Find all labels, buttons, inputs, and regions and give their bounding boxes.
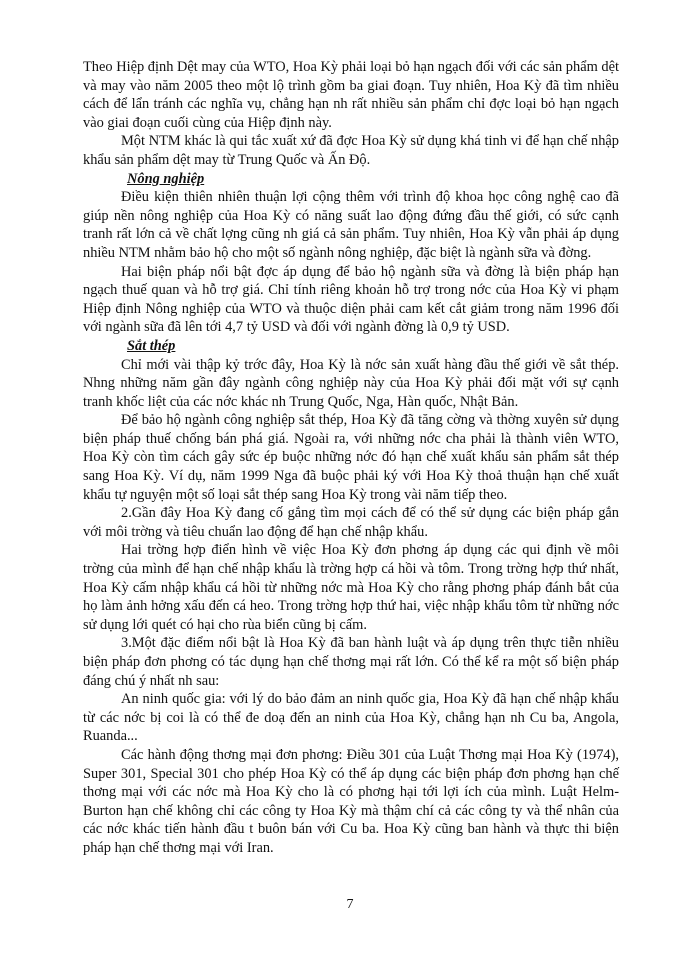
- paragraph-salmon-shrimp: Hai trờng hợp điển hình về việc Hoa Kỳ đơn phơng áp dụng các qui định về môi trờng của mình để hạn chế nhập khẩu là trờng hợp cá hồi và tôm. Trong trờng hợp thứ nhất, Hoa Kỳ cấm nhập khẩu cá hồi từ những nớc mà Hoa Kỳ cho rằng phơng pháp đánh bắt của họ làm ảnh hởng xấu đến cá heo. Trong trờng hợp thứ hai, việc nhập khẩu tôm từ những nớc sử dụng lới quét có hại cho rùa biển cũng bị cấm.: [83, 542, 619, 633]
- section-heading-steel: Sắt thép: [127, 337, 176, 354]
- paragraph-unilateral-trade-actions: Các hành động thơng mại đơn phơng: Điều 301 của Luật Thơng mại Hoa Kỳ (1974), Super 301, Special 301 cho phép Hoa Kỳ có thể áp dụng các biện pháp đơn phơng hạn chế thơng mại với các nớc mà Hoa Kỳ cho là có phơng hại tới lợi ích của mình. Luật Helm-Burton hạn chế không chỉ các công ty Hoa Kỳ mà thậm chí cả các công ty và thể nhân của các nớc khác tiến hành đầu t buôn bán với Cu ba. Hoa Kỳ cũng ban hành và thực thi biện pháp hạn chế thơng mại với Iran.: [83, 746, 619, 856]
- paragraph-steel-history: Chỉ mới vài thập kỷ trớc đây, Hoa Kỳ là nớc sản xuất hàng đầu thế giới về sắt thép. Nhng những năm gần đây ngành công nghiệp này của Hoa Kỳ phải đối mặt với sự cạnh tranh khốc liệt của các nớc khác nh Trung Quốc, Nga, Hàn quốc, Nhật Bản.: [83, 356, 619, 410]
- document-body: [83, 58, 619, 858]
- paragraph-steel-protection: Để bảo hộ ngành công nghiệp sắt thép, Hoa Kỳ đã tăng cờng và thờng xuyên sử dụng biện pháp thuế chống bán phá giá. Ngoài ra, với những nớc cha phải là thành viên WTO, Hoa Kỳ còn tìm cách gây sức ép buộc những nớc đó hạn chế xuất khẩu sản phẩm sắt thép sang Hoa Kỳ. Ví dụ, năm 1999 Nga đã buộc phải ký với Hoa Kỳ thoả thuận hạn chế xuất khẩu tự nguyện một số loại sắt thép sang Hoa Kỳ trong vài năm tiếp theo.: [83, 412, 619, 503]
- paragraph-environment-labor: 2.Gần đây Hoa Kỳ đang cố gắng tìm mọi cách để có thể sử dụng các biện pháp gắn với môi trờng và tiêu chuẩn lao động để hạn chế nhập khẩu.: [83, 505, 619, 540]
- paragraph-agriculture-conditions: Điều kiện thiên nhiên thuận lợi cộng thêm với trình độ khoa học công nghệ cao đã giúp nền nông nghiệp của Hoa Kỳ có năng suất lao động đứng đầu thế giới, có sức cạnh tranh rất lớn cả về chất lợng cũng nh giá cả sản phẩm. Tuy nhiên, Hoa Kỳ vẫn phải áp dụng nhiều NTM nhằm bảo hộ cho một số ngành nông nghiệp, đặc biệt là ngành sữa và đờng.: [83, 189, 619, 261]
- paragraph-wto-textiles: Theo Hiệp định Dệt may của WTO, Hoa Kỳ phải loại bỏ hạn ngạch đối với các sản phẩm dệt và may vào năm 2005 theo một lộ trình gồm ba giai đoạn. Tuy nhiên, Hoa Kỳ đã tìm nhiều cách để lẩn tránh các nghĩa vụ, chẳng hạn nh rất nhiều sản phẩm chỉ đợc loại bỏ hạn ngạch vào giai đoạn cuối cùng của Hiệp định này.: [83, 59, 619, 131]
- paragraph-national-security: An ninh quốc gia: với lý do bảo đảm an ninh quốc gia, Hoa Kỳ đã hạn chế nhập khẩu từ các nớc bị coi là có thể đe doạ đến an ninh của Hoa Kỳ, chẳng hạn nh Cu ba, Angola, Ruanda...: [83, 691, 619, 745]
- page-number: 7: [346, 897, 354, 912]
- paragraph-rules-of-origin: Một NTM khác là qui tắc xuất xứ đã đợc Hoa Kỳ sử dụng khá tinh vi để hạn chế nhập khẩu sản phẩm dệt may từ Trung Quốc và Ấn Độ.: [83, 133, 619, 168]
- paragraph-unilateral-measures: 3.Một đặc điểm nổi bật là Hoa Kỳ đã ban hành luật và áp dụng trên thực tiễn nhiều biện pháp đơn phơng có tác dụng hạn chế thơng mại rất lớn. Có thể kể ra một số biện pháp đáng chú ý nhất nh sau:: [83, 635, 619, 689]
- section-heading-agriculture: Nông nghiệp: [127, 170, 205, 187]
- paragraph-dairy-sugar-measures: Hai biện pháp nổi bật đợc áp dụng để bảo hộ ngành sữa và đờng là biện pháp hạn ngạch thuế quan và hỗ trợ giá. Chỉ tính riêng khoản hỗ trợ trong nớc của Hoa Kỳ vi phạm Hiệp định Nông nghiệp của WTO và thuộc diện phải cam kết cắt giảm trong năm 1996 đối với ngành sữa đã lên tới 4,7 tỷ USD và đối với ngành đờng là 0,9 tỷ USD.: [83, 263, 619, 336]
